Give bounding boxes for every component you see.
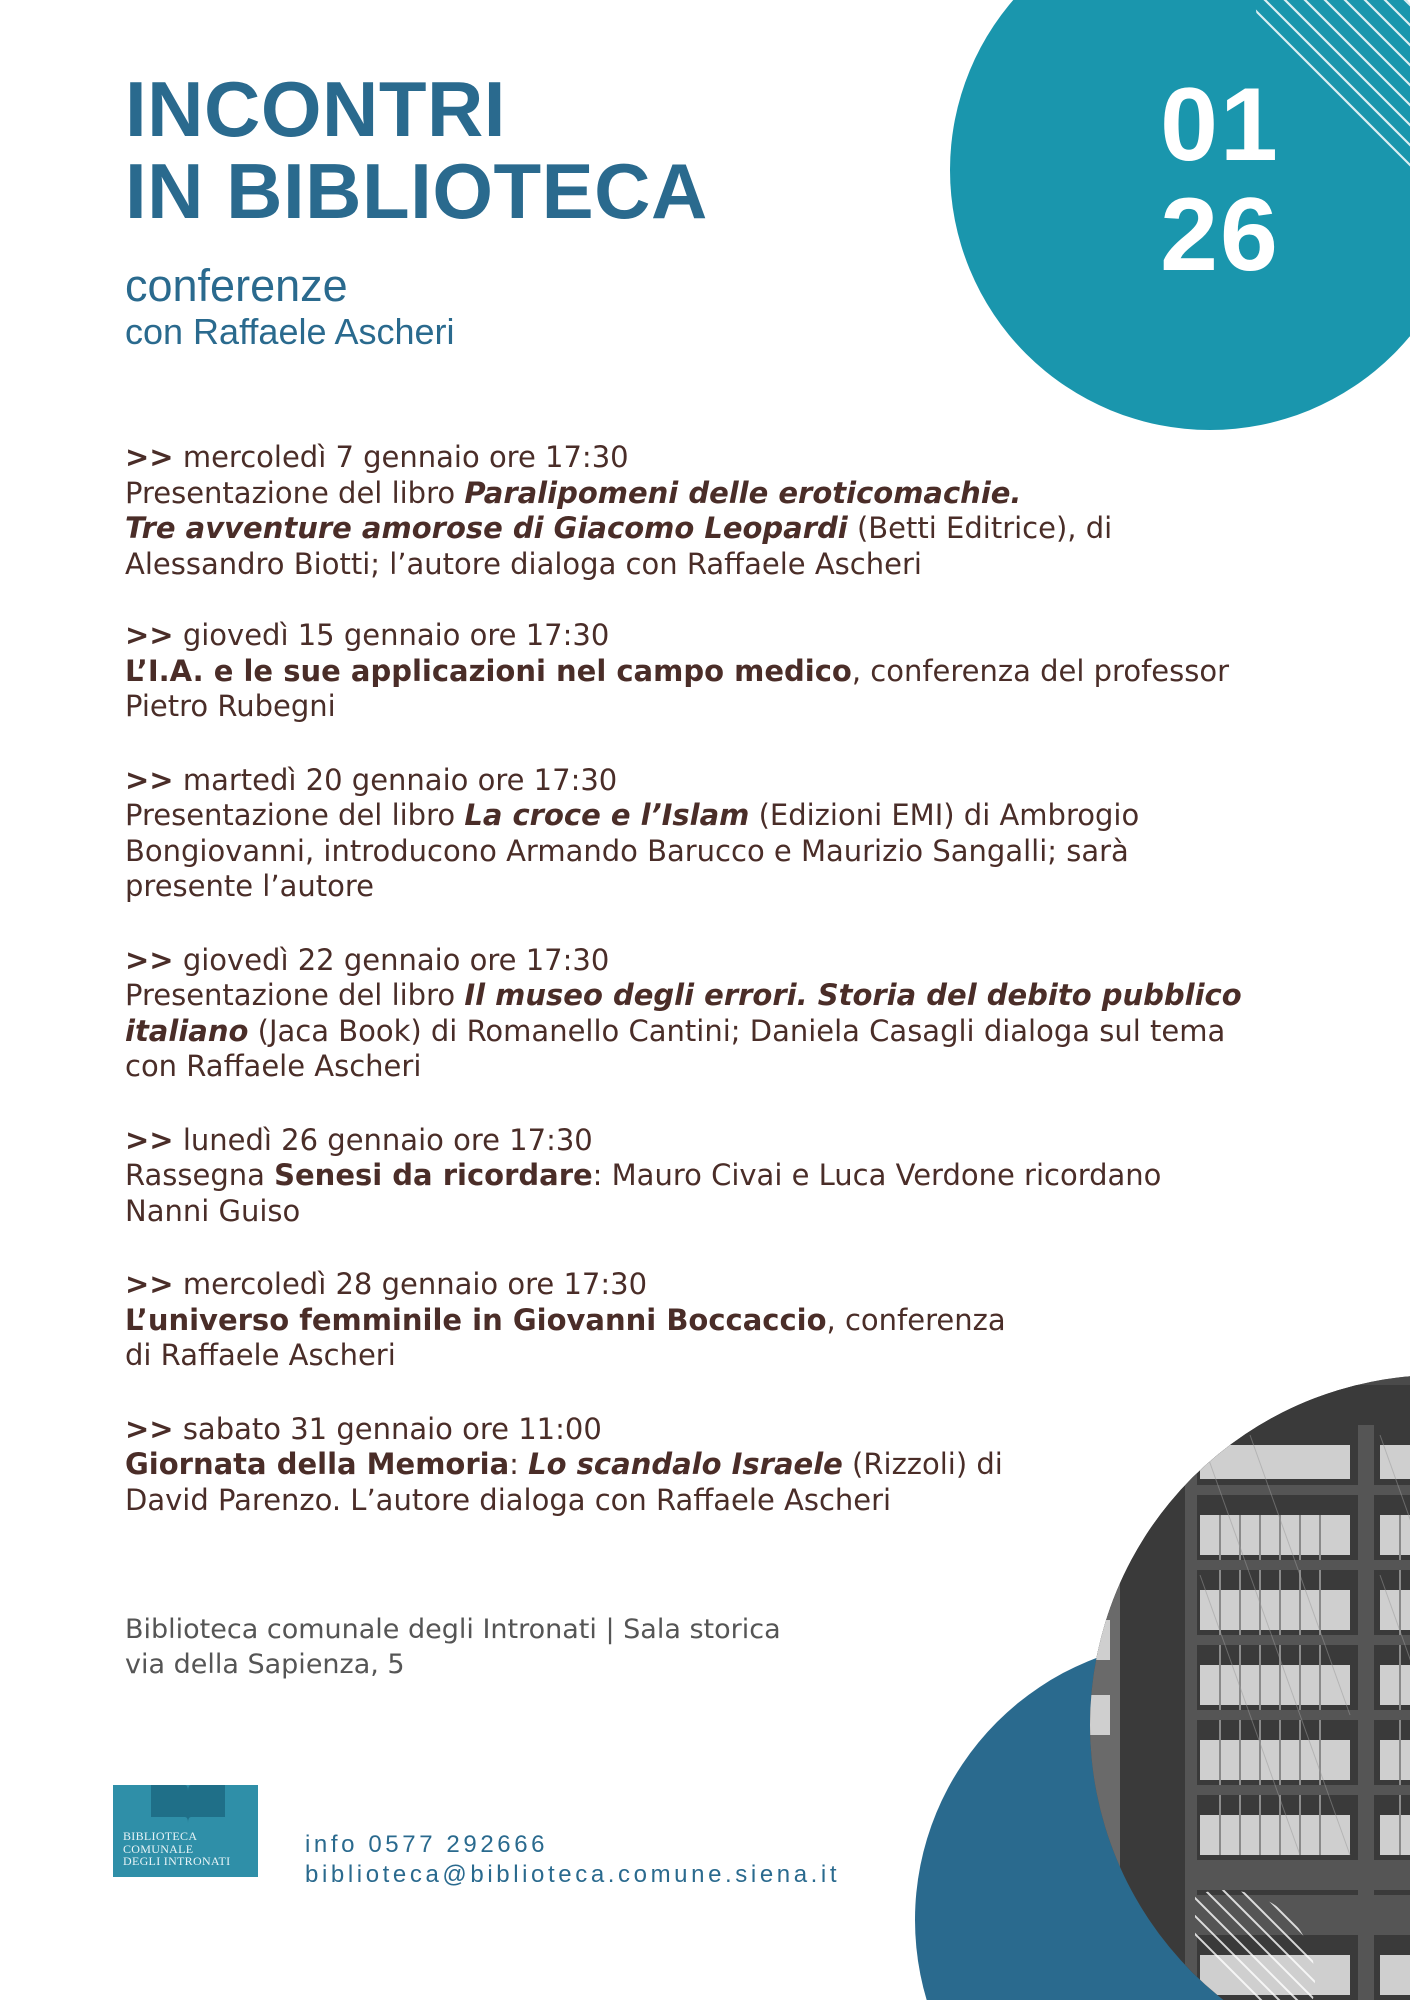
event-description [125, 1447, 1285, 1518]
book-title: Lo scandalo Israele [528, 1447, 843, 1481]
event-text: (Betti Editrice), di [847, 511, 1113, 545]
event-item [125, 763, 1285, 905]
event-text: Pietro Rubegni [125, 689, 336, 723]
event-text: di Raffaele Ascheri [125, 1338, 396, 1372]
subtitle: conferenze [125, 260, 348, 311]
hatch-pattern-bottom [1195, 1880, 1325, 2000]
subtitle-host: con Raffaele Ascheri [125, 311, 455, 352]
venue-info [125, 1612, 781, 1682]
contact-info [305, 1830, 840, 1890]
event-date-text: mercoledì 7 gennaio ore 17:30 [173, 440, 629, 474]
event-date-text: giovedì 22 gennaio ore 17:30 [173, 942, 610, 977]
book-title: Il museo degli errori. Storia del debito pubblico [464, 978, 1242, 1012]
event-text: Rassegna [125, 1158, 275, 1192]
contact-email[interactable]: biblioteca@biblioteca.comune.siena.it [305, 1861, 841, 1888]
book-icon [143, 1783, 233, 1823]
contact-phone: info 0577 292666 [305, 1831, 549, 1858]
logo-line-1: BIBLIOTECA [123, 1829, 198, 1843]
logo-text [123, 1830, 230, 1868]
event-description [125, 654, 1285, 725]
event-text: Presentazione del libro [125, 798, 465, 832]
page-title [125, 65, 708, 235]
event-text: Presentazione del libro [125, 475, 465, 510]
event-text: con Raffaele Ascheri [125, 1049, 422, 1083]
logo-line-2: COMUNALE [123, 1841, 194, 1856]
event-description [125, 476, 1285, 583]
date-year: 26 [1160, 177, 1280, 293]
event-date-text: sabato 31 gennaio ore 11:00 [173, 1411, 602, 1446]
arrow-icon: >> [125, 1411, 174, 1446]
event-highlight: L’I.A. e le sue applicazioni nel campo medico [125, 653, 852, 688]
event-list [125, 440, 1285, 1518]
arrow-icon: >> [125, 1122, 174, 1157]
event-text: : Mauro Civai e Luca Verdone ricordano [592, 1158, 1162, 1192]
library-logo [113, 1785, 258, 1877]
event-description [125, 798, 1285, 905]
event-date [125, 1123, 1285, 1159]
event-text: , conferenza [826, 1302, 1006, 1337]
event-text: Alessandro Biotti; l’autore dialoga con Raffaele Ascheri [125, 546, 922, 581]
venue-address: via della Sapienza, 5 [125, 1649, 405, 1680]
arrow-icon: >> [125, 1267, 174, 1301]
event-item [125, 943, 1285, 1085]
event-text: Presentazione del libro [125, 978, 465, 1012]
event-text: : [509, 1447, 529, 1481]
event-text: (Rizzoli) di [842, 1447, 1003, 1481]
event-date-text: lunedì 26 gennaio ore 17:30 [173, 1122, 593, 1157]
book-title: La croce e l’Islam [464, 798, 750, 832]
event-text: , conferenza del professor [851, 653, 1229, 688]
event-text: Bongiovanni, introducono Armando Barucco e Maurizio Sangalli; sarà [125, 833, 1129, 868]
book-title: Paralipomeni delle eroticomachie. [464, 475, 1022, 510]
arrow-icon: >> [125, 942, 174, 977]
event-item [125, 1412, 1285, 1519]
arrow-icon: >> [125, 618, 174, 652]
event-text: (Jaca Book) di Romanello Cantini; Daniela Casagli dialoga sul tema [248, 1013, 1226, 1048]
event-text: (Edizioni EMI) di Ambrogio [749, 798, 1140, 832]
event-text: Nanni Guiso [125, 1193, 301, 1228]
event-date [125, 943, 1285, 979]
logo-line-3: DEGLI INTRONATI [123, 1854, 231, 1868]
event-date-text: martedì 20 gennaio ore 17:30 [173, 762, 618, 797]
venue-name: Biblioteca comunale degli Intronati | Sala storica [125, 1614, 781, 1645]
book-title: italiano [125, 1013, 249, 1048]
event-item [125, 618, 1285, 725]
event-date [125, 1267, 1285, 1303]
date-badge [1100, 67, 1340, 293]
event-highlight: Giornata della Memoria [125, 1447, 510, 1481]
event-date-text: mercoledì 28 gennaio ore 17:30 [173, 1267, 648, 1301]
event-item [125, 1123, 1285, 1230]
event-item [125, 440, 1285, 582]
arrow-icon: >> [125, 440, 174, 474]
event-date-text: giovedì 15 gennaio ore 17:30 [173, 618, 610, 652]
event-description [125, 1158, 1285, 1229]
event-date [125, 440, 1285, 476]
event-highlight: Senesi da ricordare [274, 1158, 593, 1192]
book-title: Tre avventure amorose di Giacomo Leopardi [125, 511, 848, 545]
event-description [125, 1303, 1285, 1374]
event-text: David Parenzo. L’autore dialoga con Raffaele Ascheri [125, 1482, 892, 1517]
title-line-2: IN BIBLIOTECA [125, 147, 708, 235]
event-description [125, 978, 1285, 1085]
event-date [125, 618, 1285, 654]
date-month: 01 [1160, 67, 1280, 183]
event-date [125, 763, 1285, 799]
title-line-1: INCONTRI [125, 65, 506, 153]
event-date [125, 1412, 1285, 1448]
arrow-icon: >> [125, 762, 174, 797]
event-highlight: L’universo femminile in Giovanni Boccaccio [125, 1302, 827, 1337]
event-text: presente l’autore [125, 869, 374, 903]
event-item [125, 1267, 1285, 1374]
